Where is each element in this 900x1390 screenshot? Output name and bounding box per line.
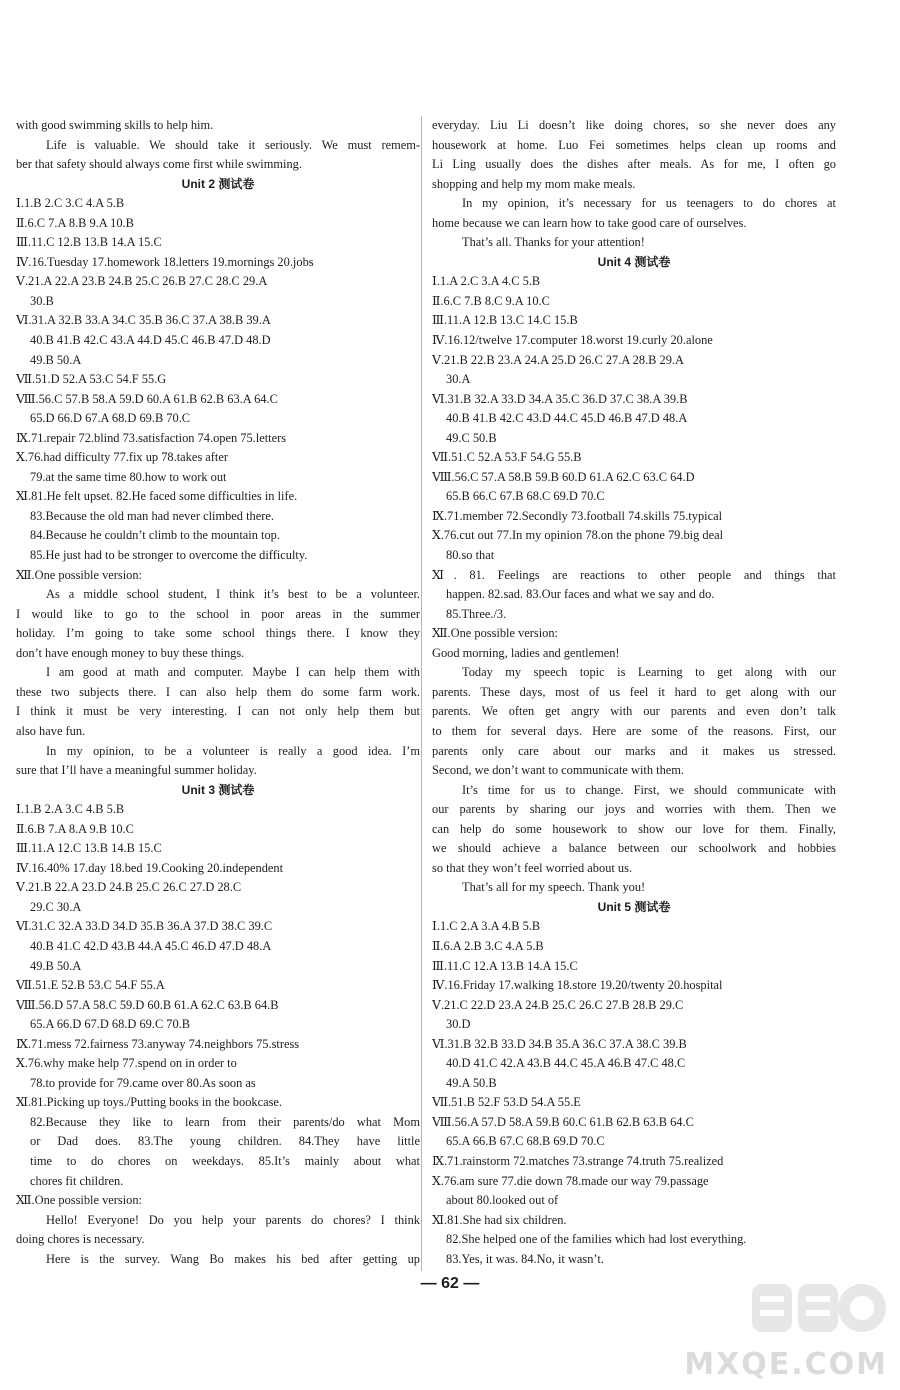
- text-line: Hello! Everyone! Do you help your parents do chores? I think: [46, 1212, 420, 1227]
- text-line: 40.D 41.C 42.A 43.B 44.C 45.A 46.B 47.C 48.C: [446, 1056, 686, 1071]
- text-line: 30.D: [446, 1017, 471, 1032]
- text-line: I would like to go to the school in poor areas in the summer: [16, 606, 420, 621]
- text-line: don’t have enough money to buy these things.: [16, 645, 245, 660]
- text-line: Ⅴ.21.B 22.B 23.A 24.A 25.D 26.C 27.A 28.B 29.A: [432, 352, 684, 367]
- text-line: Ⅸ.71.mess 72.fairness 73.anyway 74.neighbors 75.stress: [16, 1036, 300, 1051]
- text-line: 49.B 50.A: [30, 352, 82, 367]
- text-line: parents only care about our marks and it makes us stressed.: [432, 743, 836, 758]
- text-line: 85.He just had to be stronger to overcome the difficulty.: [30, 548, 308, 563]
- text-line: parents. We often get angry with our parents and even don’t talk: [432, 704, 836, 719]
- text-line: 79.at the same time 80.how to work out: [30, 469, 227, 484]
- text-line: everyday. Liu Li doesn’t like doing chores, so she never does any: [432, 118, 836, 132]
- text-line: Ⅱ.6.B 7.A 8.A 9.B 10.C: [16, 821, 134, 836]
- text-line: Ⅲ.11.C 12.A 13.B 14.A 15.C: [432, 958, 578, 973]
- text-line: Ⅻ.One possible version:: [16, 1193, 142, 1208]
- text-line: 65.A 66.B 67.C 68.B 69.D 70.C: [446, 1134, 605, 1149]
- text-line: Ⅰ.1.B 2.A 3.C 4.B 5.B: [16, 802, 125, 817]
- section-heading: Unit 2 测试卷: [181, 176, 255, 191]
- watermark: [684, 1278, 890, 1382]
- watermark-text: MXQE.COM: [684, 1347, 888, 1382]
- text-line: shopping and help my mom make meals.: [432, 176, 636, 191]
- text-line: Ⅰ.1.A 2.C 3.A 4.C 5.B: [432, 274, 541, 289]
- section-heading: Unit 3 测试卷: [181, 782, 255, 797]
- text-line: also have fun.: [16, 723, 86, 738]
- text-line: Here is the survey. Wang Bo makes his bed after getting up: [46, 1251, 420, 1266]
- text-line: so that they won’t feel worried about us.: [432, 860, 633, 875]
- text-line: I am good at math and computer. Maybe I can help them with: [46, 665, 420, 680]
- text-line: 30.B: [30, 293, 54, 308]
- text-line: 65.D 66.D 67.A 68.D 69.B 70.C: [30, 411, 191, 426]
- text-line: It’s time for us to change. First, we should communicate with: [462, 782, 836, 797]
- text-line: 40.B 41.C 42.D 43.B 44.A 45.C 46.D 47.D 48.A: [30, 938, 272, 953]
- text-line: Ⅵ.31.A 32.B 33.A 34.C 35.B 36.C 37.A 38.B 39.A: [16, 313, 271, 328]
- text-line: Ⅰ.1.B 2.C 3.C 4.A 5.B: [16, 196, 125, 211]
- text-line: Ⅱ.6.C 7.A 8.B 9.A 10.B: [16, 215, 134, 230]
- text-line: Ⅳ.16.12/twelve 17.computer 18.worst 19.curly 20.alone: [432, 333, 713, 348]
- text-line: our parents by sharing our joys and worries with them. Then we: [432, 802, 836, 817]
- text-line: 82.Because they like to learn from their parents/do what Mom: [30, 1114, 420, 1129]
- text-line: Ⅺ.81.Picking up toys./Putting books in the bookcase.: [16, 1095, 283, 1110]
- text-line: 40.B 41.B 42.C 43.A 44.D 45.C 46.B 47.D 48.D: [30, 333, 271, 348]
- left-column: [16, 116, 420, 1269]
- text-line: housework at home. Luo Fei sometimes helps clean up rooms and: [432, 137, 836, 152]
- text-line: these two subjects there. I can also help them do some farm work.: [16, 684, 420, 699]
- page-number: — 62 —: [420, 1275, 480, 1292]
- text-line: holiday. I’m going to take some school things there. I know they: [16, 626, 420, 641]
- text-line: 82.She helped one of the families which had lost everything.: [446, 1232, 747, 1247]
- text-line: Ⅴ.21.B 22.A 23.D 24.B 25.C 26.C 27.D 28.C: [16, 880, 242, 895]
- text-line: Ⅷ.56.C 57.A 58.B 59.B 60.D 61.A 62.C 63.C 64.D: [432, 469, 695, 484]
- text-line: Ⅸ.71.repair 72.blind 73.satisfaction 74.open 75.letters: [16, 430, 287, 445]
- text-line: Ⅶ.51.D 52.A 53.C 54.F 55.G: [16, 372, 167, 387]
- text-line: Ⅹ.76.had difficulty 77.fix up 78.takes after: [16, 450, 228, 465]
- text-line: In my opinion, to be a volunteer is really a good idea. I’m: [46, 743, 420, 758]
- answer-site-logo-icon: [750, 1278, 890, 1340]
- text-line: parents. These days, most of us feel it hard to get along with our: [432, 684, 836, 699]
- text-line: Ⅱ.6.A 2.B 3.C 4.A 5.B: [432, 938, 544, 953]
- text-line: Ⅸ.71.rainstorm 72.matches 73.strange 74.truth 75.realized: [432, 1153, 724, 1168]
- text-line: Ⅱ.6.C 7.B 8.C 9.A 10.C: [432, 293, 550, 308]
- text-line: can help do some housework to show our love for them. Finally,: [432, 821, 836, 836]
- text-line: Ⅹ.76.why make help 77.spend on in order to: [16, 1056, 237, 1071]
- text-line: we should achieve a balance between our schoolwork and hobbies: [432, 841, 836, 856]
- text-line: 78.to provide for 79.came over 80.As soon as: [30, 1075, 256, 1090]
- text-line: I think it must be very interesting. I can not only help them but: [16, 704, 420, 719]
- text-line: 49.B 50.A: [30, 958, 82, 973]
- text-line: Ⅺ. 81. Feelings are reactions to other people and things that: [432, 567, 836, 582]
- text-line: doing chores is necessary.: [16, 1232, 145, 1247]
- column-divider: [421, 116, 422, 1271]
- text-line: Ⅺ.81.She had six children.: [432, 1212, 567, 1227]
- text-line: 80.so that: [446, 548, 495, 563]
- text-line: Ⅵ.31.B 32.B 33.D 34.B 35.A 36.C 37.A 38.C 39.B: [432, 1036, 687, 1051]
- text-line: Ⅶ.51.E 52.B 53.C 54.F 55.A: [16, 978, 165, 993]
- text-line: 40.B 41.B 42.C 43.D 44.C 45.D 46.B 47.D 48.A: [446, 411, 688, 426]
- text-line: Ⅳ.16.40% 17.day 18.bed 19.Cooking 20.independent: [16, 860, 284, 875]
- text-line: chores fit children.: [30, 1173, 124, 1188]
- text-line: Good morning, ladies and gentlemen!: [432, 645, 620, 660]
- text-line: sure that I’ll have a meaningful summer holiday.: [16, 763, 257, 778]
- text-line: 83.Yes, it was. 84.No, it wasn’t.: [446, 1251, 604, 1266]
- text-line: That’s all for my speech. Thank you!: [462, 880, 646, 895]
- text-line: 65.A 66.D 67.D 68.D 69.C 70.B: [30, 1017, 191, 1032]
- text-line: Ⅷ.56.A 57.D 58.A 59.B 60.C 61.B 62.B 63.B 64.C: [432, 1114, 694, 1129]
- text-line: 30.A: [446, 372, 471, 387]
- text-line: or Dad does. 83.The young children. 84.They have little: [30, 1134, 420, 1149]
- text-line: Ⅸ.71.member 72.Secondly 73.football 74.skills 75.typical: [432, 508, 723, 523]
- text-line: 84.Because he couldn’t climb to the mountain top.: [30, 528, 280, 543]
- text-line: to them for several days. Here are some of the reasons. First, our: [432, 723, 836, 738]
- text-line: Ⅺ.81.He felt upset. 82.He faced some difficulties in life.: [16, 489, 298, 504]
- text-line: Ⅵ.31.B 32.A 33.D 34.A 35.C 36.D 37.C 38.A 39.B: [432, 391, 688, 406]
- text-line: Ⅳ.16.Friday 17.walking 18.store 19.20/twenty 20.hospital: [432, 978, 723, 993]
- text-line: Ⅶ.51.C 52.A 53.F 54.G 55.B: [432, 450, 582, 465]
- text-line: Second, we don’t want to communicate with them.: [432, 763, 685, 778]
- text-line: Ⅰ.1.C 2.A 3.A 4.B 5.B: [432, 919, 541, 934]
- text-line: Ⅲ.11.A 12.B 13.C 14.C 15.B: [432, 313, 578, 328]
- text-line: about 80.looked out of: [446, 1193, 559, 1208]
- text-line: happen. 82.sad. 83.Our faces and what we say and do.: [446, 587, 715, 602]
- text-line: Ⅲ.11.A 12.C 13.B 14.B 15.C: [16, 841, 162, 856]
- text-line: 49.C 50.B: [446, 430, 497, 445]
- text-line: Ⅵ.31.C 32.A 33.D 34.D 35.B 36.A 37.D 38.C 39.C: [16, 919, 273, 934]
- text-line: home because we can learn how to take good care of ourselves.: [432, 215, 747, 230]
- text-line: 49.A 50.B: [446, 1075, 497, 1090]
- text-line: That’s all. Thanks for your attention!: [462, 235, 645, 250]
- text-line: Ⅷ.56.C 57.B 58.A 59.D 60.A 61.B 62.B 63.A 64.C: [16, 391, 278, 406]
- text-line: Ⅴ.21.C 22.D 23.A 24.B 25.C 26.C 27.B 28.B 29.C: [432, 997, 684, 1012]
- text-line: Ⅶ.51.B 52.F 53.D 54.A 55.E: [432, 1095, 581, 1110]
- text-line: 29.C 30.A: [30, 899, 82, 914]
- text-line: Ⅴ.21.A 22.A 23.B 24.B 25.C 26.B 27.C 28.C 29.A: [16, 274, 268, 289]
- text-line: Today my speech topic is Learning to get along with our: [462, 665, 836, 680]
- text-line: Life is valuable. We should take it seriously. We must remem-: [46, 137, 420, 152]
- section-heading: Unit 4 测试卷: [597, 254, 671, 269]
- text-line: As a middle school student, I think it’s best to be a volunteer.: [46, 587, 420, 602]
- section-heading: Unit 5 测试卷: [597, 899, 671, 914]
- text-line: Ⅹ.76.am sure 77.die down 78.made our way 79.passage: [432, 1173, 709, 1188]
- text-line: Ⅳ.16.Tuesday 17.homework 18.letters 19.mornings 20.jobs: [16, 254, 314, 269]
- text-line: time to do chores on weekdays. 85.It’s mainly about what: [30, 1153, 420, 1168]
- text-line: 85.Three./3.: [446, 606, 507, 621]
- text-line: ber that safety should always come first while swimming.: [16, 157, 302, 172]
- text-line: Ⅲ.11.C 12.B 13.B 14.A 15.C: [16, 235, 162, 250]
- text-line: Ⅻ.One possible version:: [432, 626, 558, 641]
- text-line: 65.B 66.C 67.B 68.C 69.D 70.C: [446, 489, 605, 504]
- right-column: [432, 116, 836, 1269]
- text-line: Ⅻ.One possible version:: [16, 567, 142, 582]
- text-line: 83.Because the old man had never climbed there.: [30, 508, 274, 523]
- text-line: Ⅹ.76.cut out 77.In my opinion 78.on the phone 79.big deal: [432, 528, 724, 543]
- text-line: Li Ling usually does the dishes after meals. As for me, I often go: [432, 157, 836, 172]
- text-line: In my opinion, it’s necessary for us teenagers to do chores at: [462, 196, 836, 211]
- text-line: Ⅷ.56.D 57.A 58.C 59.D 60.B 61.A 62.C 63.B 64.B: [16, 997, 279, 1012]
- text-line: with good swimming skills to help him.: [16, 118, 214, 132]
